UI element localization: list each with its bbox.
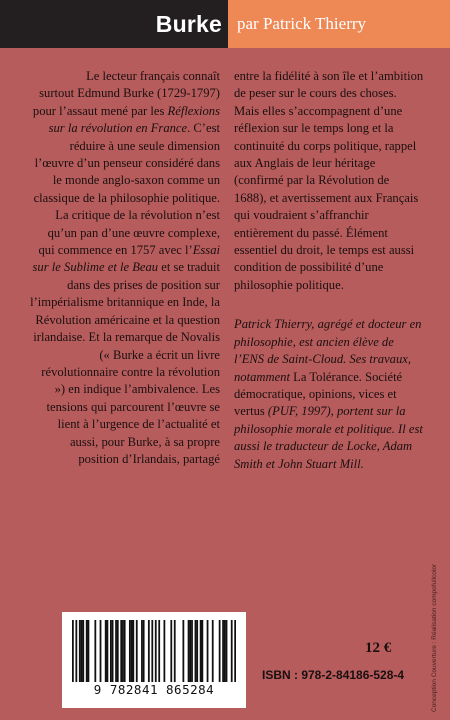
barcode-bar bbox=[170, 620, 172, 682]
barcode-bar bbox=[148, 620, 150, 682]
barcode-bar bbox=[163, 620, 165, 682]
barcode-bar bbox=[212, 620, 214, 682]
barcode-bar bbox=[188, 620, 190, 682]
barcode-bar bbox=[100, 620, 102, 682]
blurb-right-text: entre la fidélité à son île et l’ambition de peser sur le cours des choses. Mais elles s’accompagnent d’une réflexion sur le temps long et la continuité du corps politique, rappel aux Anglais de leur héritage (confirmé par la Révolution de 1688), et avertissement aux Français qui voudraient s’affranchir entièrement du passé. Élément essentiel du droit, le temps est aussi condition de possibilité d’une philosophie politique. bbox=[234, 69, 424, 292]
barcode-bar bbox=[226, 620, 228, 682]
barcode-bar bbox=[81, 620, 83, 682]
barcode-bar bbox=[182, 620, 184, 682]
barcode-bar bbox=[231, 620, 233, 682]
barcode-bar bbox=[201, 620, 203, 682]
barcode-bar bbox=[110, 620, 112, 682]
barcode-bar bbox=[79, 620, 81, 682]
author-bio-part: (PUF, 1997), portent sur la philosophie morale et politique. Il est aussi le traducteur de Locke, Adam Smith et John Stuart Mill. bbox=[234, 404, 423, 471]
barcode-bar bbox=[224, 620, 226, 682]
barcode-bar bbox=[200, 620, 202, 682]
barcode-bar bbox=[155, 620, 157, 682]
isbn-label: ISBN : 978-2-84186-528-4 bbox=[262, 668, 405, 682]
blurb-left-part: et se traduit dans des prises de position sur l’impérialisme britannique en Inde, la Révolution américaine et la question irlandaise. Et la remarque de Novalis (« Burke a écrit un livre révolutionnaire contre la révolution ») en indique l’ambivalence. Les tensions qui parcourent l’œuvre se lient à l’urgence de l’actualité et aussi, pour Burke, à sa propre position d’Irlandais, partagé bbox=[30, 260, 220, 466]
cover-credit-text: Conception Couverture : Réalisation compofullcolor bbox=[431, 563, 438, 712]
barcode-bar bbox=[88, 620, 90, 682]
blurb-left-text bbox=[30, 68, 220, 468]
barcode-bar bbox=[158, 620, 160, 682]
cover-header bbox=[0, 0, 450, 48]
blurb-left-part: . C’est réduire à une seule dimension l’œuvre d’un penseur considéré dans le monde anglo-saxon comme un classique de la philosophie politique. La critique de la révolution n’est qu’un pan d’une œuvre complexe, qui commence en 1757 avec l’ bbox=[33, 121, 220, 258]
barcode-bar bbox=[86, 620, 88, 682]
barcode-bar bbox=[143, 620, 145, 682]
barcode-bar bbox=[222, 620, 224, 682]
header-author-band bbox=[228, 0, 450, 48]
barcode-bar bbox=[151, 620, 153, 682]
price-label: 12 € bbox=[365, 640, 392, 656]
barcode-bar bbox=[174, 620, 176, 682]
barcode-bar bbox=[117, 620, 119, 682]
barcode-panel bbox=[62, 612, 246, 708]
barcode-bar bbox=[191, 620, 193, 682]
barcode-bar bbox=[207, 620, 209, 682]
barcode-bar bbox=[115, 620, 117, 682]
work-title-tolerance: La Tolérance. Société démocratique, opinions, vices et vertus bbox=[234, 369, 403, 419]
blurb-left-column bbox=[30, 68, 220, 468]
barcode-bar bbox=[129, 620, 131, 682]
barcode-bar bbox=[124, 620, 126, 682]
barcode-bar bbox=[72, 620, 74, 682]
barcode-bar bbox=[196, 620, 198, 682]
barcode-bar bbox=[189, 620, 191, 682]
author-bio bbox=[234, 316, 424, 473]
barcode-bar bbox=[82, 620, 84, 682]
book-author: par Patrick Thierry bbox=[237, 14, 367, 33]
barcode-bar bbox=[136, 620, 138, 682]
barcode-bar bbox=[105, 620, 107, 682]
blurb-right-column bbox=[234, 68, 424, 473]
barcode-bar bbox=[131, 620, 133, 682]
book-title: Burke bbox=[155, 11, 222, 37]
barcode-bar bbox=[141, 620, 143, 682]
barcode-bar bbox=[120, 620, 122, 682]
barcode-bar bbox=[112, 620, 114, 682]
barcode-bar bbox=[234, 620, 236, 682]
barcode-bar bbox=[195, 620, 197, 682]
barcode-bar bbox=[132, 620, 134, 682]
header-title-band bbox=[0, 0, 228, 48]
barcode-bar bbox=[219, 620, 221, 682]
cover-credit bbox=[431, 512, 443, 712]
barcode-bar bbox=[122, 620, 124, 682]
blurb-left-part: Le lecteur français connaît surtout Edmund Burke (1729-1797) pour l’assaut mené par les bbox=[32, 69, 220, 118]
work-title-essai: Essai sur le Sublime et le Beau bbox=[32, 243, 220, 275]
author-bio-part: Patrick Thierry, agrégé et docteur en philosophie, est ancien élève de l’ENS de Saint-Cloud. Ses travaux, notamment bbox=[234, 317, 422, 384]
barcode-bar bbox=[107, 620, 109, 682]
barcode-digits: 9 782841 865284 bbox=[93, 682, 215, 697]
barcode-bar bbox=[94, 620, 96, 682]
work-title-reflexions: Réflexions sur la révolution en France bbox=[48, 103, 220, 136]
barcode-bar bbox=[75, 620, 77, 682]
barcode-icon bbox=[72, 620, 236, 682]
